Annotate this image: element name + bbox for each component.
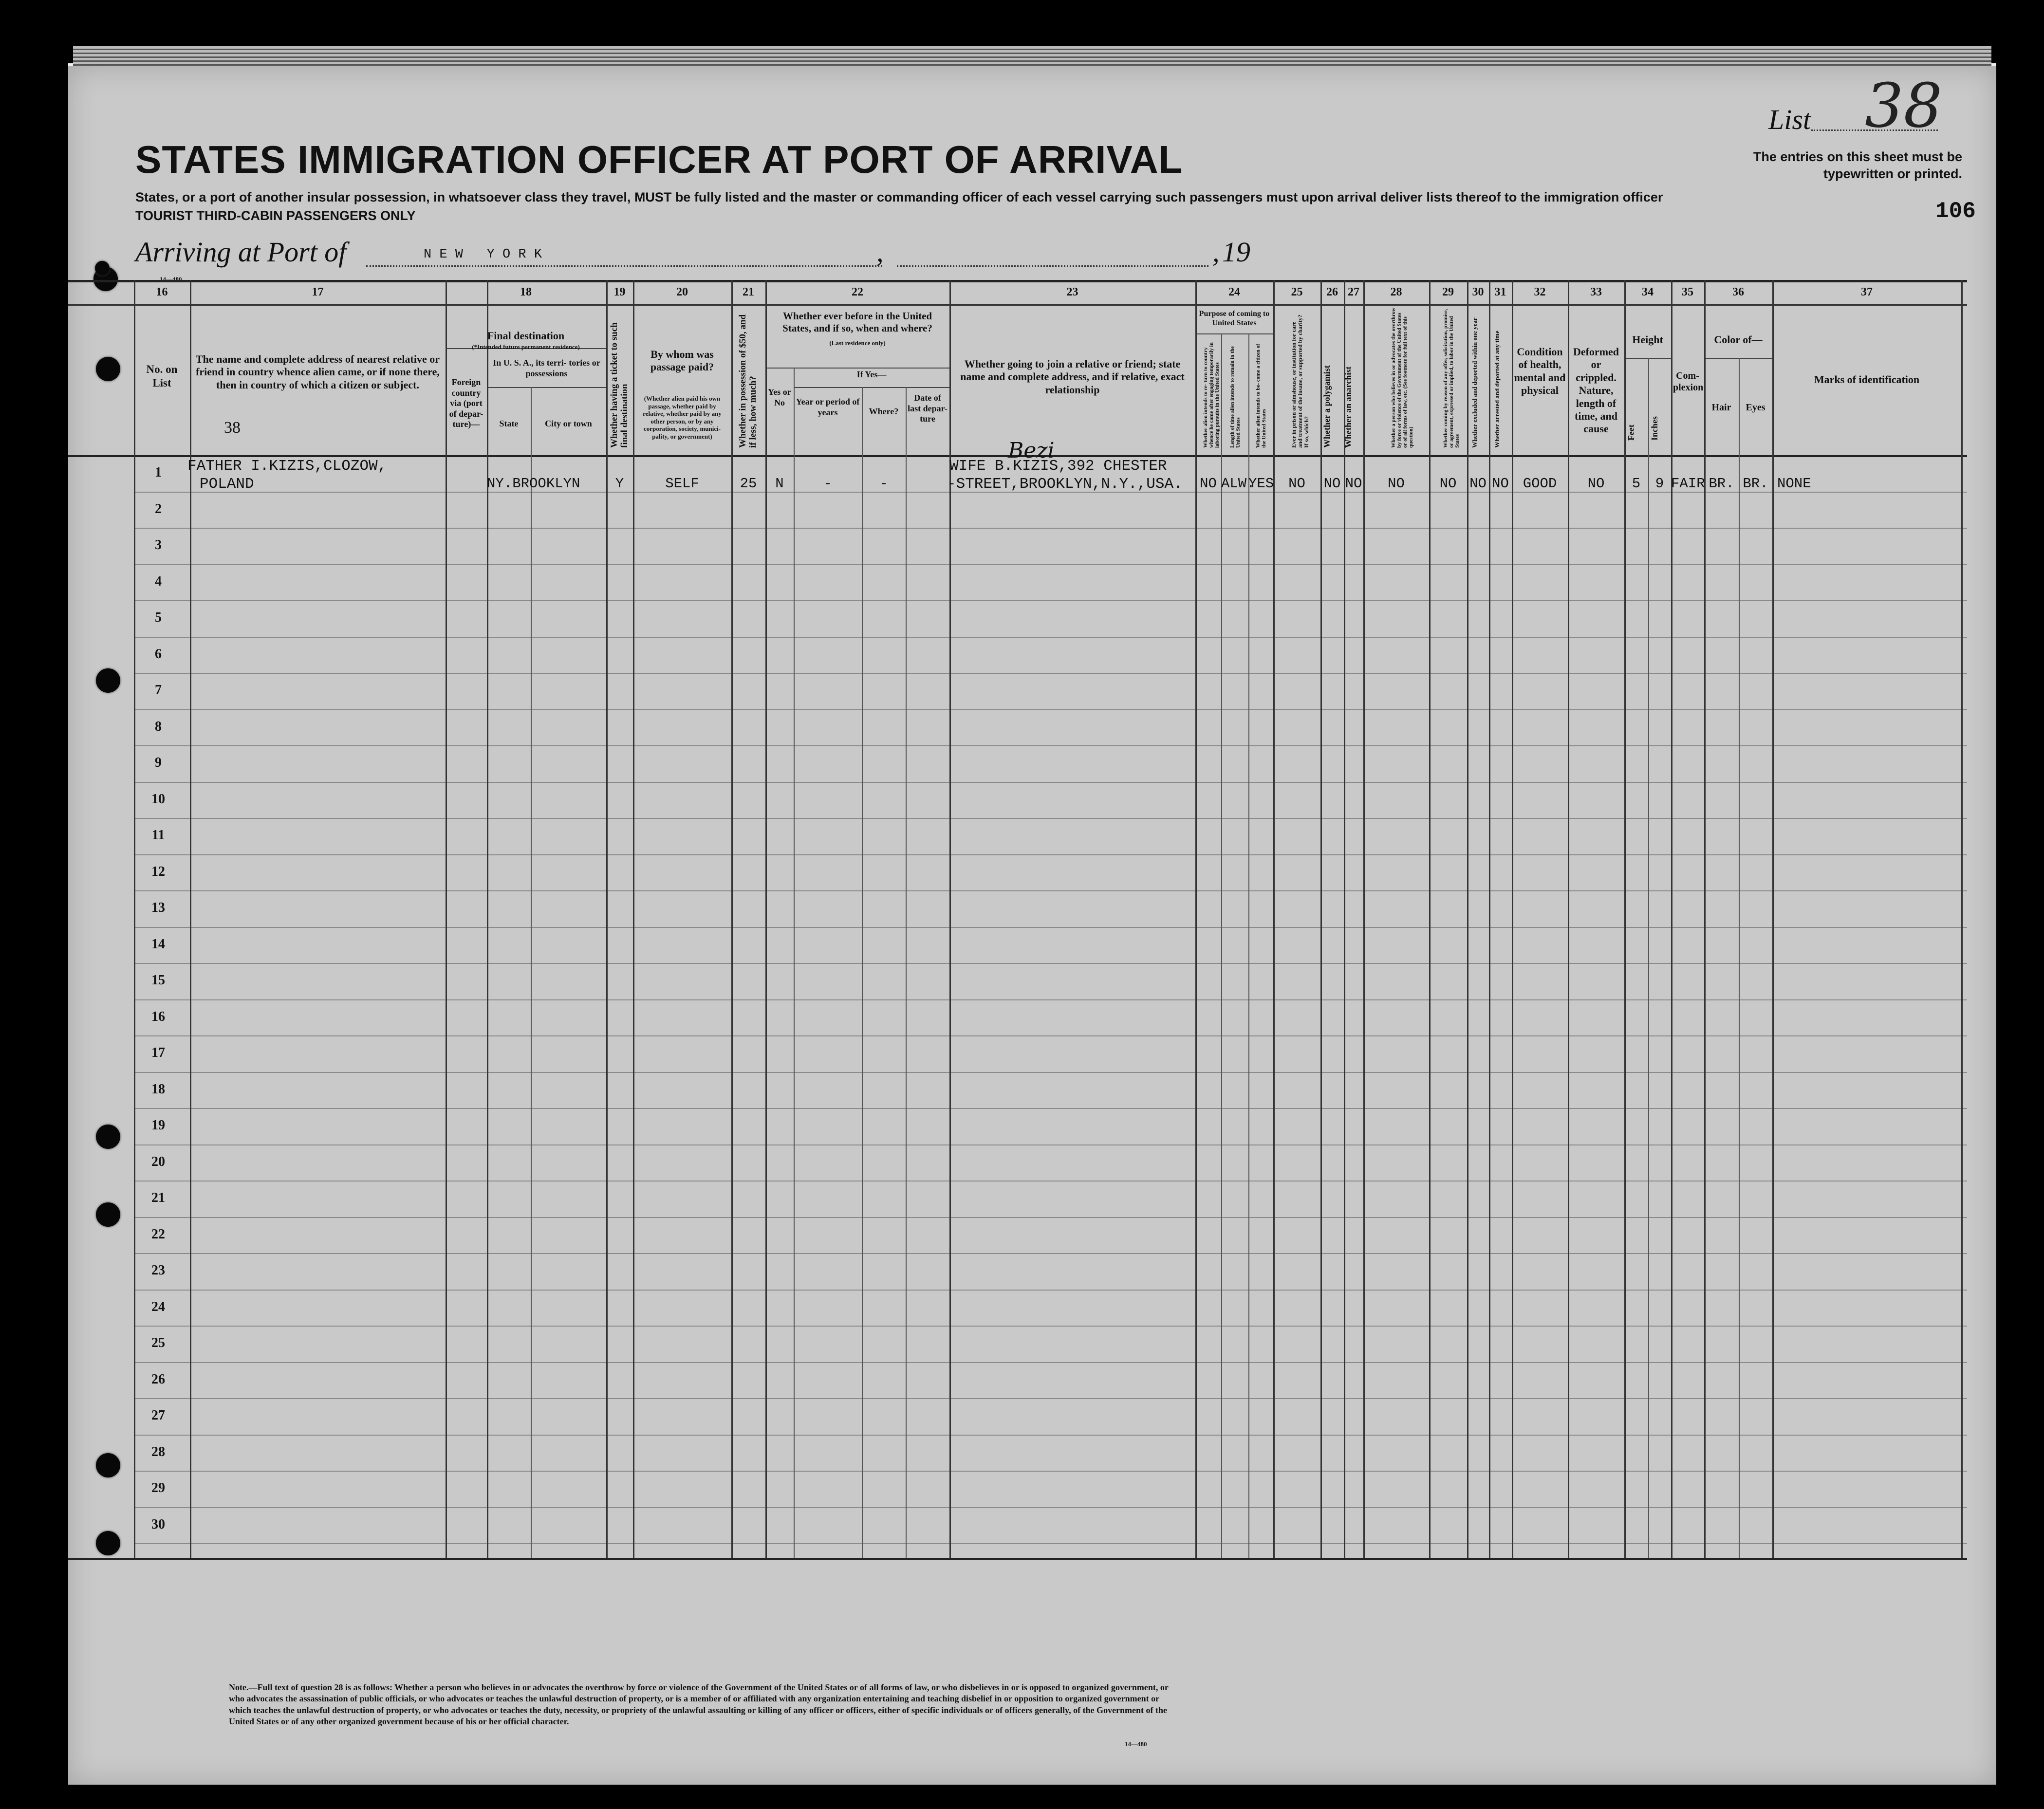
entry-deformed: NO <box>1587 476 1605 492</box>
column-number: 36 <box>1732 286 1744 298</box>
row-number: 28 <box>151 1444 165 1459</box>
row-rule <box>134 999 1967 1000</box>
entry-ticket: Y <box>615 476 624 492</box>
sub-column-rule <box>862 387 863 1558</box>
typewritten-note-text: The entries on this sheet must be typewritten or printed. <box>1753 149 1962 182</box>
instruction-line: States, or a port of another insular possession, in whatsoever class they travel, MUST be fully listed and the master or commanding officer of each vessel carrying such passengers must upon arrival deliver lists thereof to the immigration officer <box>135 190 1663 204</box>
row-rule <box>134 528 1967 529</box>
column-number: 21 <box>743 286 754 298</box>
class-line: TOURIST THIRD-CABIN PASSENGERS ONLY <box>135 208 416 223</box>
column-rule <box>1568 280 1569 1558</box>
row-number: 13 <box>151 900 165 915</box>
header-col23: Whether going to join a relative or friend; state name and complete address, and if relative, exact relationship <box>960 358 1185 396</box>
purpose-rule <box>1195 333 1273 334</box>
column-rule <box>1489 280 1490 1558</box>
header-col24c: Whether alien intends to be- come a citizen of the United States <box>1255 344 1267 448</box>
row-number: 6 <box>155 646 162 662</box>
row-number: 20 <box>151 1154 165 1169</box>
row-number: 7 <box>155 683 162 698</box>
entry-state-city: NY.BROOKLYN <box>487 476 580 492</box>
sub-column-rule <box>1221 333 1222 1558</box>
row-rule <box>134 1290 1967 1291</box>
column-rule <box>765 280 767 1558</box>
entry-marks: NONE <box>1777 476 1811 492</box>
entry-length-of-stay: ALW. <box>1221 476 1255 492</box>
binder-hole <box>95 261 110 276</box>
column-rule <box>446 280 447 1558</box>
entry-hair: BR. <box>1709 476 1734 492</box>
entry-eyes: BR. <box>1743 476 1768 492</box>
column-rule <box>1320 280 1322 1558</box>
in-usa-rule <box>487 387 606 388</box>
row-number: 4 <box>155 573 162 589</box>
height-rule <box>1624 358 1671 359</box>
typewritten-note <box>1719 148 1962 183</box>
row-rule <box>134 1108 1967 1109</box>
column-number: 33 <box>1590 286 1602 298</box>
row-number: 23 <box>151 1263 165 1278</box>
column-number-rule <box>68 304 1967 306</box>
row-rule <box>134 1435 1967 1436</box>
year-prefix: 19 <box>1222 236 1250 268</box>
row-rule <box>134 673 1967 674</box>
row-number: 19 <box>151 1118 165 1133</box>
manifest-table <box>68 280 1967 1624</box>
column-rule <box>731 280 733 1558</box>
entry-relative-line2: POLAND <box>200 476 254 493</box>
header-col24a: Whether alien intends to re- turn to country whence he came after engaging temporarily in laboring pursuits in the United States <box>1203 342 1221 448</box>
row-rule <box>134 637 1967 638</box>
arriving-label: Arriving at Port of <box>135 236 347 268</box>
entry-money: 25 <box>740 476 757 492</box>
column-rule <box>1704 280 1706 1558</box>
row-number: 29 <box>151 1480 165 1495</box>
if-yes-rule <box>794 387 949 388</box>
header-state: State <box>499 419 519 428</box>
row-number: 15 <box>151 973 165 988</box>
row-rule <box>134 1471 1967 1472</box>
entry-health: GOOD <box>1523 476 1557 492</box>
row-number: 5 <box>155 610 162 625</box>
column-rule <box>1961 280 1963 1558</box>
entry-excluded: NO <box>1469 476 1487 492</box>
list-label: List <box>1768 104 1811 135</box>
header-col31: Whether arrested and deported at any time <box>1493 331 1501 448</box>
row-rule <box>134 818 1967 819</box>
entry-polygamist: NO <box>1323 476 1341 492</box>
header-complexion: Com- plexion <box>1673 370 1704 393</box>
sub-column-rule <box>1739 358 1740 1558</box>
header-inches: Inches <box>1649 416 1659 441</box>
header-eyes: Eyes <box>1746 402 1765 413</box>
entry-where: - <box>879 476 888 492</box>
entry-feet: 5 <box>1632 476 1641 492</box>
column-number: 32 <box>1534 286 1546 298</box>
row-rule <box>134 782 1967 783</box>
column-rule <box>1671 280 1672 1558</box>
column-number: 27 <box>1348 286 1359 298</box>
row-number: 17 <box>151 1045 165 1060</box>
table-bottom-rule <box>68 1558 1967 1560</box>
header-col24-title: Purpose of coming to United States <box>1199 310 1270 328</box>
row-rule <box>134 600 1967 601</box>
column-number: 29 <box>1442 286 1454 298</box>
entry-join-line1: WIFE B.KIZIS,392 CHESTER <box>949 458 1167 475</box>
column-number: 30 <box>1472 286 1484 298</box>
row-rule <box>134 709 1967 710</box>
entry-year-period: - <box>823 476 832 492</box>
entry-complexion: FAIR <box>1671 476 1705 492</box>
header-date-departure: Date of last depar- ture <box>908 393 948 424</box>
entry-inches: 9 <box>1655 476 1664 492</box>
row-number: 3 <box>155 537 162 553</box>
sub-column-rule <box>794 368 795 1558</box>
page-number: 106 <box>1935 199 1976 224</box>
entry-ever-before: N <box>775 476 784 492</box>
row-number: 10 <box>151 791 165 807</box>
entry-prison: NO <box>1288 476 1305 492</box>
q22-rule <box>765 368 949 369</box>
color-rule <box>1704 358 1772 359</box>
column-number: 35 <box>1682 286 1693 298</box>
entry-deported: NO <box>1492 476 1509 492</box>
port-value: N E W Y O R K <box>424 247 542 262</box>
column-rule <box>1344 280 1345 1558</box>
header-if-yes: If Yes— <box>856 369 887 379</box>
row-number: 14 <box>151 936 165 952</box>
sub-column-rule <box>906 387 907 1558</box>
header-no-on-list: No. on List <box>146 363 178 389</box>
row-number: 26 <box>151 1371 165 1387</box>
header-col32: Condition of health, mental and physical <box>1514 346 1566 397</box>
row-number: 22 <box>151 1226 165 1242</box>
column-rule <box>1429 280 1431 1558</box>
header-hair: Hair <box>1711 402 1731 413</box>
column-rule <box>1772 280 1774 1558</box>
row-rule <box>134 1326 1967 1327</box>
column-number: 25 <box>1291 286 1303 298</box>
header-in-usa: In U. S. A., its terri- tories or possessions <box>493 358 600 378</box>
comma-1: , <box>876 236 884 268</box>
row-rule <box>134 1507 1967 1508</box>
row-number: 25 <box>151 1335 165 1350</box>
entry-relative-line1: FATHER I.KIZIS,CLOZOW, <box>187 458 387 475</box>
header-col26: Whether a polygamist <box>1322 365 1332 448</box>
entry-overthrow: NO <box>1388 476 1405 492</box>
sub-column-rule <box>531 387 532 1558</box>
header-col30: Whether excluded and deported within one year <box>1470 317 1478 448</box>
header-col17-handwritten: 38 <box>224 419 241 437</box>
column-number: 20 <box>676 286 688 298</box>
header-foreign-country: Foreign country via (port of depar- ture)— <box>449 377 483 429</box>
entry-passage-paid: SELF <box>665 476 699 492</box>
port-line <box>366 265 882 267</box>
row-number: 18 <box>151 1081 165 1097</box>
row-number: 8 <box>155 719 162 734</box>
header-height: Height <box>1632 333 1663 346</box>
row-rule <box>134 745 1967 746</box>
list-number-handwritten: 38 <box>1865 71 1943 141</box>
row-rule <box>134 1398 1967 1399</box>
date-line <box>897 265 1208 267</box>
row-rule <box>134 564 1967 565</box>
row-number: 27 <box>151 1408 165 1423</box>
column-number: 23 <box>1066 286 1078 298</box>
header-year-period: Year or period of years <box>796 397 860 417</box>
footnote-q28: Note.—Full text of question 28 is as follows: Whether a person who believes in or advocates the overthrow by force or violence of the Government of the United States or of all forms of law, or who disbelieves in or is opposed to organized government, or who advocates the assassination of public officials, or who advocates or teaches the unlawful destruction of property, or is a member of or affiliated with any organization entertaining and teaching disbelief in or opposition to organized government or which teaches the unlawful destruction of property, or who advocates or teaches the duty, necessity, or propriety of the unlawful assaulting or killing of any officer or officers, either of specific individuals or of officers generally, of the Government of the United States or of any other organized government because of his or her official character. <box>229 1682 1169 1727</box>
header-col22-note: (Last residence only) <box>829 339 886 347</box>
header-col20-note: (Whether alien paid his own passage, whether paid by relative, whether paid by any other person, or by any corporation, society, munici- pality, or government) <box>643 395 722 440</box>
header-col24b: Length of time alien intends to remain in the United States <box>1229 346 1241 448</box>
form-code-top: 14—480 <box>160 276 182 283</box>
row-rule <box>134 854 1967 855</box>
entry-join-line2: -STREET,BROOKLYN,N.Y.,USA. <box>947 476 1183 493</box>
entry-return: NO <box>1200 476 1217 492</box>
table-top-rule <box>68 280 1967 282</box>
form-title: STATES IMMIGRATION OFFICER AT PORT OF ARRIVAL <box>135 138 1183 181</box>
row-number: 9 <box>155 755 162 770</box>
row-number: 24 <box>151 1299 165 1314</box>
column-number: 16 <box>156 286 168 298</box>
header-col27: Whether an anarchist <box>1343 366 1354 448</box>
column-rule <box>1363 280 1365 1558</box>
form-code-bottom: 14—480 <box>1125 1740 1147 1748</box>
row-rule <box>134 1543 1967 1544</box>
row-rule <box>134 1362 1967 1363</box>
row-number: 30 <box>151 1516 165 1532</box>
header-city: City or town <box>545 419 592 428</box>
header-col19: Whether having a ticket to such final destination <box>609 322 630 448</box>
row-rule <box>134 1217 1967 1218</box>
column-rule <box>1467 280 1468 1558</box>
sub-column-rule <box>1248 333 1249 1558</box>
column-rule <box>1273 280 1275 1558</box>
row-number: 21 <box>151 1190 165 1205</box>
column-number: 26 <box>1326 286 1338 298</box>
row-rule <box>134 1253 1967 1254</box>
column-number: 24 <box>1228 286 1240 298</box>
column-rule <box>487 280 488 1558</box>
column-number: 22 <box>852 286 863 298</box>
column-rule <box>1624 280 1626 1558</box>
header-yes-or-no: Yes or No <box>768 387 791 407</box>
comma-2: , <box>1212 236 1220 268</box>
page-stack-edge <box>73 46 1991 66</box>
entry-labor-offer: NO <box>1439 476 1457 492</box>
header-feet: Feet <box>1626 425 1636 441</box>
row-rule <box>134 927 1967 928</box>
header-where: Where? <box>869 406 899 416</box>
column-rule <box>633 280 634 1558</box>
entry-citizen: YES <box>1248 476 1274 492</box>
row-rule <box>134 890 1967 891</box>
column-number: 31 <box>1494 286 1506 298</box>
header-col29: Whether coming by reason of any offer, solicitation, promise, or agreement, expressed or implied, to labor in the United States <box>1442 309 1460 448</box>
column-number: 28 <box>1390 286 1402 298</box>
column-rule <box>1512 280 1513 1558</box>
row-rule <box>134 1072 1967 1073</box>
row-number: 11 <box>151 828 165 843</box>
header-col17: The name and complete address of nearest relative or friend in country whence alien came, or if none there, then in country of which a citizen or subject. <box>195 353 440 391</box>
column-number: 19 <box>613 286 626 298</box>
header-final-destination-note: (*Intended future permanent residence) <box>472 343 580 351</box>
header-col28: Whether a person who believes in or advocates the overthrow by force or violence of the Government of the United States or of all forms of law, etc. (See footnote for full text of this question) <box>1391 307 1414 448</box>
header-col21: Whether in possession of $50, and if less, how much? <box>738 314 759 448</box>
column-number: 37 <box>1861 286 1873 298</box>
row-rule <box>134 963 1967 964</box>
header-col20-title: By whom was passage paid? <box>650 348 714 373</box>
sub-column-rule <box>1648 358 1649 1558</box>
row-number: 2 <box>155 501 162 517</box>
header-final-destination: Final destination <box>487 330 565 342</box>
row-number: 12 <box>151 864 165 879</box>
row-number: 1 <box>155 465 162 480</box>
header-color-of: Color of— <box>1714 333 1763 346</box>
row-rule <box>134 1035 1967 1036</box>
row-number: 16 <box>151 1009 165 1024</box>
column-rule <box>134 280 135 1558</box>
header-col33: Deformed or crippled. Nature, length of time, and cause <box>1573 346 1619 435</box>
header-col22-title: Whether ever before in the United States, and if so, when and where? <box>782 310 932 334</box>
header-col25: Ever in prison or almshouse, or institution for care and treatment of the insane, or supported by charity? If so, which? <box>1290 314 1310 448</box>
column-number: 17 <box>312 286 324 298</box>
column-rule <box>606 280 608 1558</box>
column-number: 18 <box>520 286 532 298</box>
entry-anarchist: NO <box>1345 476 1362 492</box>
row-rule <box>134 1144 1967 1145</box>
column-number: 34 <box>1642 286 1654 298</box>
entry-handwritten-annotation: Bezi <box>1008 438 1055 463</box>
header-marks: Marks of identification <box>1814 373 1920 386</box>
column-rule <box>1195 280 1197 1558</box>
